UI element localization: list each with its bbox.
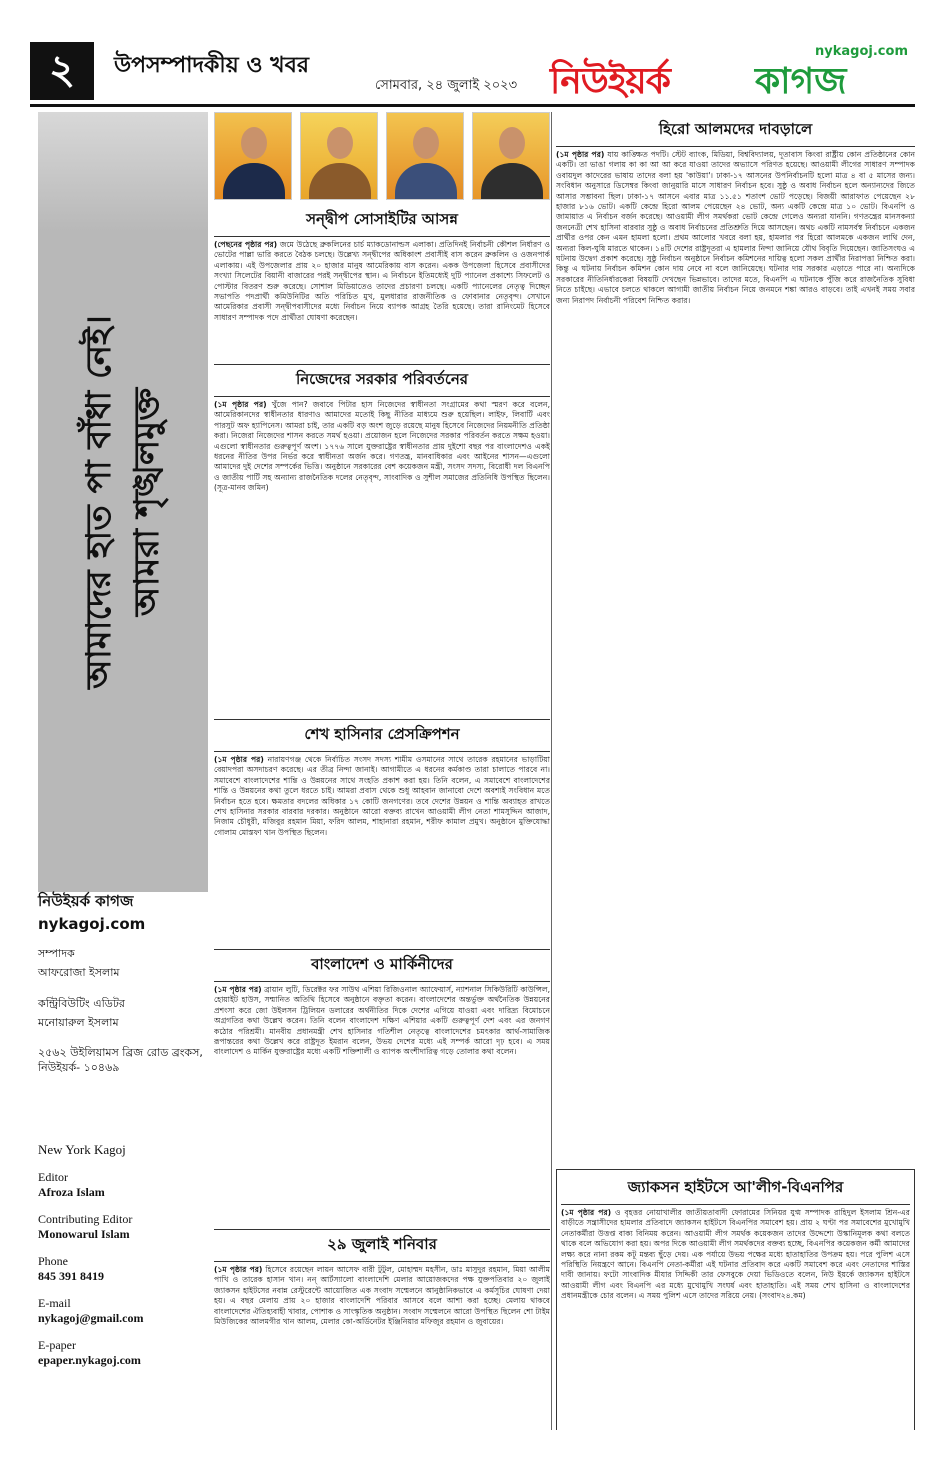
story-govt-change (214, 364, 550, 715)
story-text: হিসেবে রয়েছেন লায়ন আসেফ বারী টুটুল, মোহাম্মদ মহসীন, ডাঃ মাসুদুর রহমান, মিয়া আলীম পাখি ও তারেক হাসান খান। নন্ আর্টস্যালো বাংলাদেশি মেলার আয়োজকদের পক্ষ যুক্তপতিবার ২০ জুলাই জ্যাকসন হাইটসের নবান্ন রেস্টুরেন্টে আয়োজিত এক সংবাদ সম্মেলনে আনুষ্ঠানিকভাবে এ কর্মসূচির ঘোষণা দেয়া হয়। এ বছর মেলায় প্রায় ২০ হাজার বাংলাদেশি পরিবার আসবে বলে আশা করা হচ্ছে। মেলায় থাকবে বাংলাদেশের ঐতিহ্যবাহী খাবার, পোশাক ও সাংস্কৃতিক অনুষ্ঠান। সংবাদ সম্মেলনে আরো উপস্থিত ছিলেন শো টাইম মিউজিকের আলমগীর খান আলম, মেলার কো-অর্ডিনেটর ইঞ্জিনিয়ার মফিজুর রহমান ও জুবায়ের। (214, 1265, 550, 1327)
slogan-line-1: আমাদের হাত পা বাঁধা নেই। (79, 315, 119, 689)
sidebar (38, 112, 208, 1432)
story-jackson-heights (556, 1169, 915, 1430)
editor-name-bn: আফরোজা ইসলাম (38, 966, 120, 979)
story-lead: (১ম পৃষ্ঠার পর) (561, 1208, 612, 1217)
story-lead: (১ম পৃষ্ঠার পর) (556, 150, 605, 159)
editor-label-en: Editor (38, 1170, 68, 1184)
address-bn: ২৫৬২ উইলিয়ামস ব্রিজ রোড ব্রংকস, নিউইয়র্ক- ১০৪৬৯ (38, 1046, 203, 1074)
story-body (214, 755, 550, 945)
newspaper-logo (550, 44, 910, 102)
candidate-photo (214, 112, 292, 200)
slogan-line-2: আমরা শৃঙ্খলমুক্ত (127, 387, 167, 617)
logo-url: nykagoj.com (815, 44, 908, 59)
story-headline[interactable]: শেখ হাসিনার প্রেসক্রিপশন (214, 719, 550, 752)
column-divider (551, 112, 552, 1430)
slogan-box (38, 112, 208, 892)
story-bd-us (214, 949, 550, 1225)
epaper-url[interactable]: epaper.nykagoj.com (38, 1353, 141, 1367)
page-number: ২ (30, 42, 94, 100)
story-text: ব্রায়ান লুটি, ডিরেক্টর ফর সাউথ এশিয়া রিজিওনাল অ্যাফেয়ার্স, ন্যাশনাল সিকিউরিটি কাউন্সিল, হোয়াইট হাউস, সম্মানিত অতিথি হিসেবে অনুষ্ঠানে বক্তৃতা করেন। বাংলাদেশের অন্তর্ভুক্ত অর্থনৈতিক উন্নয়নের প্রশংসা করে জো উইলসন ট্রিলিয়ন ডলারের অর্থনীতির দিকে দেশের এগিয়ে যাওয়া এবং দারিদ্র্য বিমোচনে অগ্রগতির কথা উল্লেখ করেন। তিনি বলেন বাংলাদেশ দক্ষিণ এশিয়ার একটি গুরুত্বপূর্ণ দেশ এবং এর জনগণ কঠোর পরিশ্রমী। মানবীয় প্রধানমন্ত্রী শেখ হাসিনার গতিশীল নেতৃত্বে বাংলাদেশের চমৎকার আর্থ-সামাজিক রূপান্তরের কথা উল্লেখ করে রাষ্ট্রদূত ইমরান বলেন, উভয় দেশের মধ্যে এই সম্পর্ক আরো দৃঢ় হবে। এ সময় বাংলাদেশ ও মার্কিন যুক্তরাষ্ট্রের মধ্যে একটি শক্তিশালী ও ব্যাপক অংশীদারিত্ব গড়ে তোলার কথা বলেন। (214, 985, 550, 1057)
story-body (214, 240, 550, 360)
logo-word-newyork: নিউইয়র্ক (550, 61, 670, 102)
story-text: ও বৃহত্তর নোয়াখালীর জাতীয়তাবাদী ফোরামের সিনিয়র যুগ্ম সম্পাদক রাহিদুল ইসলাম শ্রিন-এর বাড়ীতে সন্ত্রাসীদের হামলার প্রতিবাদে জ্যাকসন হাইটসে বিএনপির সমাবেশ হয়। প্রায় ২ ঘণ্টা পর সমাবেশের মুখোমুখি নেতাকর্মীরা উত্তপ্ত বাক্য বিনিময় করেন। আওয়ামী লীগ সমর্থক কয়েকজন তাদের উদ্দেশ্যে উস্কানিমূলক কথা বলতে থাকে বলে অভিযোগ করা হয়। অপর দিকে আওয়ামী লীগ সমর্থকদের বক্তব্য হচ্ছে, বিএনপির কয়েকজন কর্মী আমাদের লক্ষ্য করে নানা রকম কটূ মন্তব্য ছুঁড়ে দেয়। এক পর্যায়ে উভয় পক্ষের মধ্যে হাতাহাতির উপক্রম হয়। পরে পুলিশ এসে পরিস্থিতি নিয়ন্ত্রণে আনে। বিএনপি নেতা-কর্মীরা এই ঘটনার প্রতিবাদ করে একটি সমাবেশ করে এবং নেতাদের শাস্তির দাবী জানায়। ফটো সাংবাদিক মীযার সিদ্দিকী তার ফেসবুকে দেয়া ভিডিওতে বলেন, নিউ ইয়র্কে জ্যাকসন হাইটসে আওয়ামী লীগ এবং বিএনপি এর মধ্যে মুখোমুখি সংঘর্ষ এবং হাতাহাতি। এই সময় শেখ হাসিনা ও বাংলাদেশের প্রধানমন্ত্রীকে চোর বলেন। এ সময় পুলিশ এসে তাদের সরিয়ে নেয়। (সংবাদ২৪.কম) (561, 1208, 910, 1301)
contrib-name-en: Monowarul Islam (38, 1227, 130, 1241)
slogan (75, 192, 171, 812)
story-hero-alam (556, 115, 915, 1165)
story-text: নারায়ণগঞ্জ থেকে নির্বাচিত সংসদ সদস্য শামীম ওসমানের সাথে তারেক রহমানের ভাড়াটিয়া বেয়াদপরা অসদাচরণ করেছে। এর তীব্র নিন্দা জানাই। আগামীতে এ ধরনের কর্মকাণ্ড তারা চালাতে পারবে না। সমাবেশে বাংলাদেশের শান্তি ও উন্নয়নের সাথে সংহতি প্রকাশ করা হয়। তিনি বলেন, এ সমাবেশে বাংলাদেশের শান্তি ও উন্নয়নের কথা তুলে ধরতে চাই। আমরা প্রবাস থেকে শুধু আহবান জানাবো দেশে অবশ্যই সংবিধান মতে নির্বাচন হতে হবে। ক্ষমতার বদলের অধিকার ১৭ কোটি জনগণের। তবে দেশের উন্নয়ন ও শান্তি অব্যাহত রাখতে শেখ হাসিনার সরকার বারবার দরকার। অনুষ্ঠানে আরো বক্তব্য রাখেন আওয়ামী লীগ নেতা শামসুদ্দিন আজাদ, নিজাম চৌধুরী, মজিবুর রহমান মিয়া, ফরিদ আলম, শাহানারা রহমান, শরীফ কামাল প্রমুখ। অনুষ্ঠানে মুক্তিযোদ্ধা গোলাম মোস্তফা খান উপস্থিত ছিলেন। (214, 755, 550, 837)
editor-name-en: Afroza Islam (38, 1185, 105, 1199)
story-lead: (১ম পৃষ্ঠার পর) (214, 400, 267, 409)
candidate-photo (472, 112, 550, 200)
story-body (561, 1208, 910, 1430)
story-lead: (১ম পৃষ্ঠার পর) (214, 1265, 263, 1274)
story-lead: (পেছনের পৃষ্ঠার পর) (214, 240, 278, 249)
story-body (214, 400, 550, 715)
contrib-label-bn: কন্ট্রিবিউটিং এডিটর (38, 997, 125, 1010)
section-title: উপসম্পাদকীয় ও খবর (114, 53, 309, 78)
paper-url[interactable]: nykagoj.com (38, 915, 146, 933)
middle-column (214, 112, 550, 1430)
paper-name-bn: নিউইয়র্ক কাগজ (38, 892, 134, 910)
email-label: E-mail (38, 1296, 71, 1310)
contrib-label-en: Contributing Editor (38, 1212, 133, 1226)
masthead (30, 40, 915, 104)
story-lead: (১ম পৃষ্ঠার পর) (214, 985, 262, 994)
contrib-name-bn: মনোয়ারুল ইসলাম (38, 1016, 119, 1029)
imprint-english (38, 1142, 208, 1368)
story-text: জমে উঠেছে ব্রুকলিনের চার্চ ম্যাকডোনাল্ডস এলাকা। প্রতিদিনই নির্বাচনী কৌশল নির্ধারণ ও ভোটের পাল্লা ভারি করতে বৈঠক চলছে। উল্লেখ্য সন্দ্বীপের অধিকাংশ প্রবাসীই বাস করেন ব্রুকলিন ও ওজনপার্ক এলাকায়। এই উপজেলার প্রায় ২০ হাজার মানুষ আমেরিকায় বাস করেন। একক উপজেলা হিসেবে প্রবাসীদের সংখ্যা সিলেটের বিয়ানী বাজারের পরই সন্দ্বীপের স্থান। এ নির্বাচনে ইতিমধ্যেই দুটি প্যানেল প্রকাশ্যে সিফলেট ও পোস্টার বিতরণ শুরু করেছে। সোশাল মিডিয়াতেও তাদের প্রচারণা চলছে। একটি প্যানেলের নেতৃত্ব দিচ্ছেন সভাপতি পদপ্রার্থী কমিউনিটির অতি পরিচিত মুখ, মুলধারার রাজনীতিক ও ফোবানার নেতৃবৃন্দ। সেখানে আমেরিকার প্রবাসী সন্দ্বীপবাসীদের মধ্যে নির্বাচন নিয়ে ব্যাপক আগ্রহ তৈরি হয়েছে। তারা রানিংমেট হিসেবে সাধারণ সম্পাদক পদে প্রার্থীতা ঘোষণা করেছেন। (214, 240, 550, 322)
story-headline[interactable]: বাংলাদেশ ও মার্কিনীদের (214, 949, 550, 982)
imprint-bengali (38, 882, 208, 1075)
story-headline[interactable]: হিরো আলমদের দাবড়ালে (556, 115, 915, 147)
story-headline[interactable]: জ্যাকসন হাইটসে আ'লীগ-বিএনপির (561, 1173, 910, 1205)
story-body (556, 150, 915, 1165)
phone-number: 845 391 8419 (38, 1269, 104, 1283)
issue-date: সোমবার, ২৪ জুলাই ২০২৩ (375, 78, 518, 93)
candidate-photo (300, 112, 378, 200)
candidate-photos (214, 112, 550, 202)
story-body (214, 985, 550, 1225)
candidate-photo (386, 112, 464, 200)
story-lead: (১ম পৃষ্ঠার পর) (214, 755, 264, 764)
editor-label-bn: সম্পাদক (38, 947, 75, 960)
story-hasina (214, 719, 550, 945)
story-body (214, 1265, 550, 1430)
logo-word-kagoj: কাগজ (755, 61, 847, 102)
phone-label: Phone (38, 1254, 68, 1268)
paper-name-en: New York Kagoj (38, 1142, 126, 1157)
story-sandwip (214, 205, 550, 360)
right-column (556, 112, 915, 1430)
story-headline[interactable]: সন্দ্বীপ সোসাইটির আসন্ন (214, 205, 550, 237)
epaper-label: E-paper (38, 1338, 76, 1352)
story-headline[interactable]: নিজেদের সরকার পরিবর্তনের (214, 364, 550, 397)
story-text: যায় কাঙ্ক্ষিত পদটি। স্টেট ব্যাংক, মিডিয়া, বিশ্ববিদ্যালয়, দূতাবাস কিংবা রাষ্ট্রীয় কোন প্রতিষ্ঠানের কোন একটি। তা ভাঙা গলায় কা কা আ আ করে যাওয়া তাদের অভ্যাসে পরিণত হয়েছে। আওয়ামী লীগের সাধারণ সম্পাদক ওবায়দুল কাদেরের ভাষায় তাদের বলা হয় 'কাউয়া'। ঢাকা-১৭ আসনের উপনির্বাচনটি হলো মাত্র ৪ বা ৫ মাসের জন্য। সংবিধান অনুসারে ডিসেম্বর কিংবা জানুয়ারি মাসে সাধারণ নির্বাচন হবে। সুষ্ঠু ও অবাধ নির্বাচন হলে অন্যান্যদের জিতে আসার সম্ভাবনা ছিল। ঢাকা-১৭ আসনে এবার মাত্র ১১.৫১ শতাংশ ভোট পড়েছে। বিজয়ী আরাফাত পেয়েছেন ২৮ হাজার ৮১৬ ভোট। একটি কেন্দ্রে হিরো আলম পেয়েছেন ২৪ ভোট, অন্য একটি কেন্দ্রে মাত্র ১০ ভোট। বিএনপি ও জামায়াত এ নির্বাচন বর্জন করেছে। আওয়ামী লীগ সমর্থকরা ভোট কেন্দ্রে গেলেও অন্যরা যাননি। গণতন্ত্রের মানসকন্যা জননেত্রী শেখ হাসিনা বারবার সুষ্ঠু ও অবাধ নির্বাচনের প্রতিশ্রুতি দিয়ে আসছেন। অথচ একটি নামসর্বস্ব নির্বাচনে একজন প্রার্থীর ওপর কেন এমন হামলা হলো। প্রথম আলোর খবরে বলা হয়, হামলার পর হিরো আলমকে একজন লাথি দেন, অন্যরা কিল-ঘুষি মারতে থাকেন। ১৪টি দেশের রাষ্ট্রদূতরা এ হামলার নিন্দা জানিয়ে যৌথ বিবৃতি দিয়েছেন। জাতিসংঘও এ ঘটনায় উদ্বেগ প্রকাশ করেছে। সুষ্ঠু নির্বাচন অনুষ্ঠানে নির্বাচন কমিশনের দায়িত্ব হলো সকল প্রার্থীর নিরাপত্তা নিশ্চিত করা। কিন্তু এ ঘটনায় নির্বাচন কমিশন কোন দায় নেবে না বলে জানিয়েছে। ঘটনার দায় সরকার এড়াতে পারে না। অন্যদিকে সরকারের নীতিনির্ধারকেরা বিষয়টি দেখছেন ভিন্নভাবে। তাদের মতে, বিএনপি এ ঘটনাকে পুঁজি করে রাজনৈতিক সুবিধা নিতে চাইছে। এভাবে চলতে থাকলে আগামী জাতীয় নির্বাচন নিয়ে জনমনে শঙ্কা আরও বাড়বে। তাই এখনই সময় সবার জন্য নিরাপদ নির্বাচনী পরিবেশ নিশ্চিত করার। (556, 150, 915, 305)
story-headline[interactable]: ২৯ জুলাই শনিবার (214, 1229, 550, 1262)
story-july29 (214, 1229, 550, 1430)
email-address[interactable]: nykagoj@gmail.com (38, 1311, 144, 1325)
masthead-rule (30, 104, 915, 107)
story-text: খুঁজে পান? জবাবে পিটার হাস নিজেদের স্বাধীনতা সংগ্রামের কথা স্মরণ করে বলেন, আমেরিকানদের স্বাধীনতার ধারণাও আমাদের মতোই কিছু নীতির মাধ্যমে শুরু হয়েছিল। লাইফ, লিবার্টি এবং পারসুট অফ হ্যাপিনেস। আমরা চাই, তার একটি বড় অংশ জুড়ে রয়েছে মানুষ হিসেবে নিজেদের নিয়মনীতি প্রতিষ্ঠা করা। নিজেরা নিজেদের শাসন করতে সমর্থ হওয়া। প্রয়োজন হলে নিজেদের সরকার পরিবর্তন করতে সক্ষম হওয়া। এগুলো স্বাধীনতার গুরুত্বপূর্ণ অংশ। ১৭৭৬ সালে যুক্তরাষ্ট্রের স্বাধীনতার প্রায় দুইশো বছর পর বাংলাদেশও একই ধরনের নীতির উপর নির্ভর করে স্বাধীনতা অর্জন করে। গণতন্ত্র, মানবাধিকার এবং আইনের শাসন—এগুলো আমাদের দুই দেশের সম্পর্কের ভিত্তি। অনুষ্ঠানে সরকারের বেশ কয়েকজন মন্ত্রী, সংসদ সদস্য, বিরোধী দল বিএনপি ও জাতীয় পার্টি সহ অন্যান্য রাজনৈতিক দলের নেতৃবৃন্দ, সাংবাদিক ও সুশীল সমাজের প্রতিনিধি উপস্থিত ছিলেন। (সূত্র-মানব জমিন) (214, 400, 550, 493)
